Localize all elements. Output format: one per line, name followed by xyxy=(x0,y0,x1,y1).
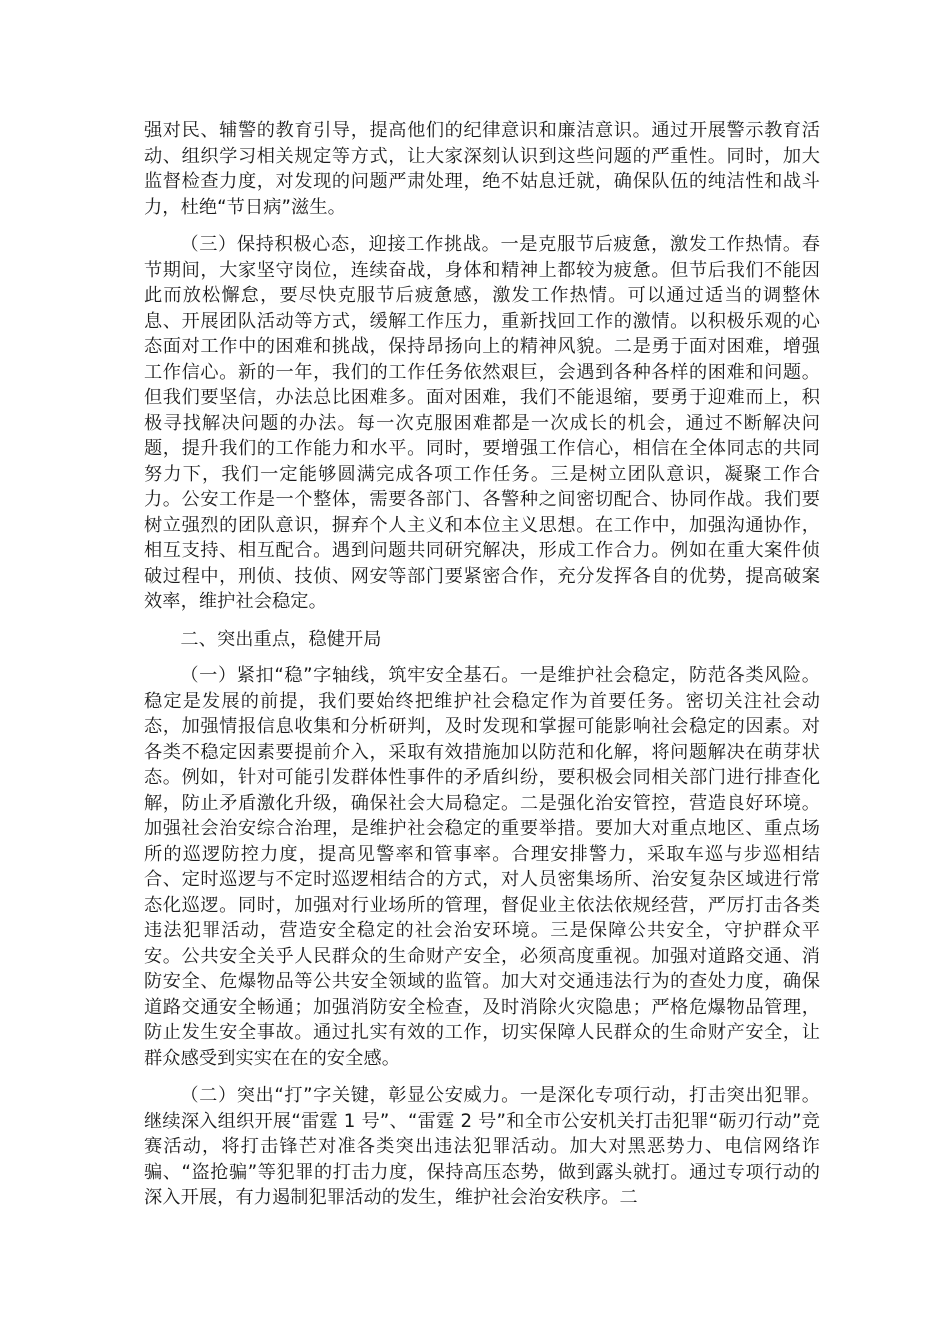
paragraph-continuation: 强对民、辅警的教育引导，提高他们的纪律意识和廉洁意识。通过开展警示教育活动、组织学习相关规定等方式，让大家深刻认识到这些问题的严重性。同时，加大监督检查力度，对发现的问题严肃处理，绝不姑息迁就，确保队伍的纯洁性和战斗力，杜绝“节日病”滋生。 xyxy=(144,120,820,218)
section-heading: 二、突出重点，稳健开局 xyxy=(180,628,382,650)
paragraph-subsection-one: （一）紧扣“稳”字轴线，筑牢安全基石。一是维护社会稳定，防范各类风险。稳定是发展的前提，我们要始终把维护社会稳定作为首要任务。密切关注社会动态，加强情报信息收集和分析研判，及时发现和掌握可能影响社会稳定的因素。对各类不稳定因素要提前介入，采取有效措施加以防范和化解，将问题解决在萌芽状态。例如，针对可能引发群体性事件的矛盾纠纷，要积极会同相关部门进行排查化解，防止矛盾激化升级，确保社会大局稳定。二是强化治安管控，营造良好环境。加强社会治安综合治理，是维护社会稳定的重要举措。要加大对重点地区、重点场所的巡逻防控力度，提高见警率和管事率。合理安排警力，采取车巡与步巡相结合、定时巡逻与不定时巡逻相结合的方式，对人员密集场所、治安复杂区域进行常态化巡逻。同时，加强对行业场所的管理，督促业主依法依规经营，严厉打击各类违法犯罪活动，营造安全稳定的社会治安环境。三是保障公共安全，守护群众平安。公共安全关乎人民群众的生命财产安全，必须高度重视。加强对道路交通、消防安全、危爆物品等公共安全领域的监管。加大对交通违法行为的查处力度，确保道路交通安全畅通；加强消防安全检查，及时消除火灾隐患；严格危爆物品管理，防止发生安全事故。通过扎实有效的工作，切实保障人民群众的生命财产安全，让群众感受到实实在在的安全感。 xyxy=(144,665,820,1069)
paragraph-section-three: （三）保持积极心态，迎接工作挑战。一是克服节后疲惫，激发工作热情。春节期间，大家坚守岗位，连续奋战，身体和精神上都较为疲惫。但节后我们不能因此而放松懈怠，要尽快克服节后疲惫感，激发工作热情。可以通过适当的调整休息、开展团队活动等方式，缓解工作压力，重新找回工作的激情。以积极乐观的心态面对工作中的困难和挑战，保持昂扬向上的精神风貌。二是勇于面对困难，增强工作信心。新的一年，我们的工作任务依然艰巨，会遇到各种各样的困难和问题。但我们要坚信，办法总比困难多。面对困难，我们不能退缩，要勇于迎难而上，积极寻找解决问题的办法。每一次克服困难都是一次成长的机会，通过不断解决问题，提升我们的工作能力和水平。同时，要增强工作信心，相信在全体同志的共同努力下，我们一定能够圆满完成各项工作任务。三是树立团队意识，凝聚工作合力。公安工作是一个整体，需要各部门、各警种之间密切配合、协同作战。我们要树立强烈的团队意识，摒弃个人主义和本位主义思想。在工作中，加强沟通协作，相互支持、相互配合。遇到问题共同研究解决，形成工作合力。例如在重大案件侦破过程中，刑侦、技侦、网安等部门要紧密合作，充分发挥各自的优势，提高破案效率，维护社会稳定。 xyxy=(144,234,820,612)
paragraph-subsection-two: （二）突出“打”字关键，彰显公安威力。一是深化专项行动，打击突出犯罪。继续深入组织开展“雷霆 1 号”、“雷霆 2 号”和全市公安机关打击犯罪“砺刃行动”竞赛活动，将打击锋芒对准各类突出违法犯罪活动。加大对黑恶势力、电信网络诈骗、“盗抢骗”等犯罪的打击力度，保持高压态势，做到露头就打。通过专项行动的深入开展，有力遏制犯罪活动的发生，维护社会治安秩序。二 xyxy=(144,1085,820,1208)
document-body xyxy=(144,118,820,1223)
